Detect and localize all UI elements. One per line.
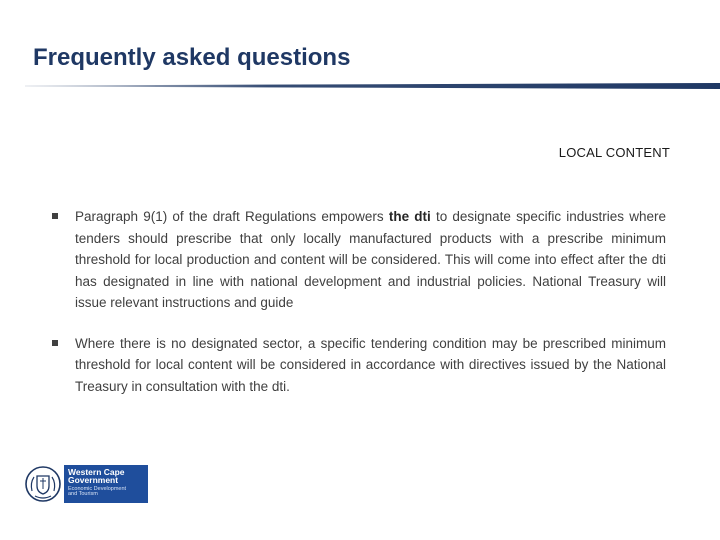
logo-line-1: Western Cape <box>68 466 125 477</box>
western-cape-government-logo <box>24 463 148 504</box>
bullet-item-designation <box>52 206 666 314</box>
section-label: LOCAL CONTENT <box>558 145 670 160</box>
bullet-text: Where there is no designated sector, a specific tendering condition may be prescribed minimum threshold for local content will be considered in accordance with directives issued by the National Treasury in consultation with the dti. <box>75 335 666 394</box>
logo-subtitle-1: Economic Development <box>68 485 127 492</box>
square-bullet-icon <box>52 340 58 346</box>
bullet-text: Paragraph 9(1) of the draft Regulations empowers the dti to designate specific industries where tenders should prescribe that only locally manufactured products with a prescribe minimum threshold for local production and content will be considered. This will come into effect after the dti has designated in line with national development and industrial policies. National Treasury will issue relevant instructions and guide <box>75 209 667 310</box>
logo-wordmark <box>64 465 148 503</box>
emphasis-the-dti: the dti <box>388 209 431 224</box>
bullet-list <box>52 206 666 416</box>
coat-of-arms-icon <box>24 465 62 503</box>
bullet-item-no-designated-sector <box>52 333 666 398</box>
title-divider <box>25 83 720 89</box>
square-bullet-icon <box>52 213 58 219</box>
logo-subtitle-2: and Tourism <box>68 491 98 497</box>
slide-title: Frequently asked questions <box>33 44 351 71</box>
logo-line-2: Government <box>68 475 119 485</box>
